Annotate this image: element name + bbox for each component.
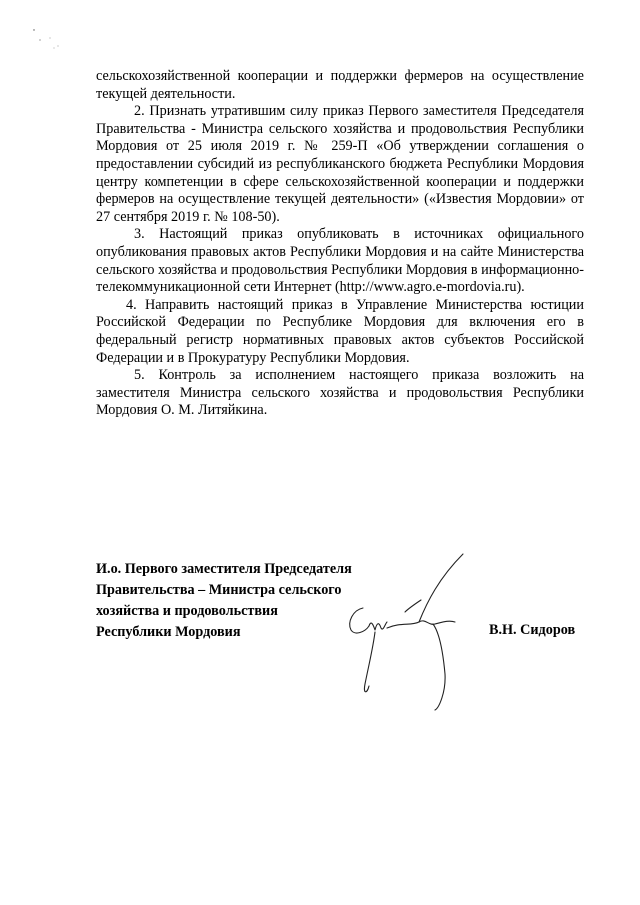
document-body bbox=[96, 68, 584, 420]
paragraph-5: 5. Контроль за исполнением настоящего приказа возложить на заместителя Министра сельского хозяйства и продовольствия Республики Мордовия О. М. Литяйкина. bbox=[96, 367, 584, 419]
position-line: хозяйства и продовольствия bbox=[96, 603, 278, 619]
paragraph-1-continuation: сельскохозяйственной кооперации и поддержки фермеров на осуществление текущей деятельности. bbox=[96, 68, 584, 102]
position-line: Правительства – Министра сельского bbox=[96, 582, 342, 598]
paragraph-4: 4. Направить настоящий приказ в Управление Министерства юстиции Российской Федерации по Республике Мордовия для включения его в федеральный регистр нормативных правовых актов субъектов Российской Федерации и в Прокуратуру Республики Мордовия. bbox=[96, 296, 584, 366]
signer-name: В.Н. Сидоров bbox=[489, 622, 576, 638]
scan-specks bbox=[28, 26, 68, 56]
handwritten-signature bbox=[335, 552, 465, 712]
paragraph-2: 2. Признать утратившим силу приказ Первого заместителя Председателя Правительства - Министра сельского хозяйства и продовольствия Республики Мордовия от 25 июля 2019 г. № 259-П «Об утверждении соглашения о предоставлении субсидий из республиканского бюджета Республики Мордовия центру компетенции в сфере сельскохозяйственной кооперации и поддержки фермеров на осуществление текущей деятельности» («Известия Мордовии» от 27 сентября 2019 г. № 108-50). bbox=[96, 103, 584, 225]
position-line: Республики Мордовия bbox=[96, 624, 241, 640]
position-line: И.о. Первого заместителя Председателя bbox=[96, 561, 352, 577]
paragraph-3: 3. Настоящий приказ опубликовать в источниках официального опубликования правовых актов Республики Мордовия и на сайте Министерства сельского хозяйства и продовольствия Республики Мордовия в информационно-телекоммуникационной сети Интернет (http://www.agro.e-mordovia.ru). bbox=[96, 226, 584, 296]
